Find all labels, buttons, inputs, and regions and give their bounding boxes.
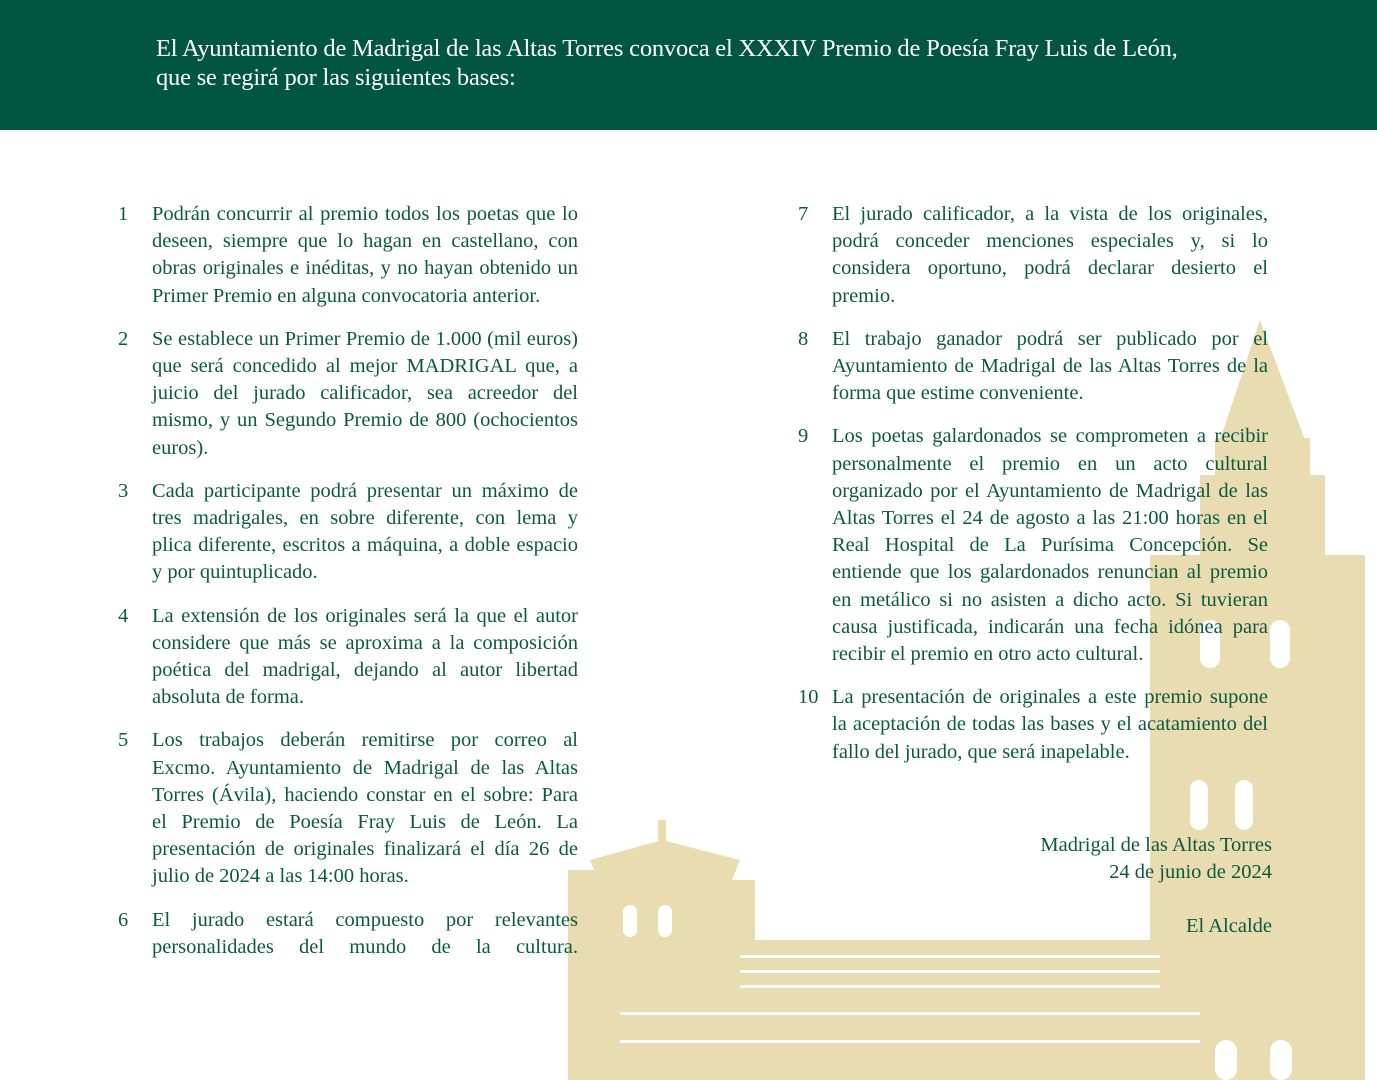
base-text: El trabajo ganador podrá ser publicado por el Ayuntamiento de Madrigal de las Altas Torres de la forma que estime conveniente. xyxy=(832,327,1268,405)
base-number: 7 xyxy=(798,203,809,225)
signature-block xyxy=(1040,832,1272,941)
base-text: La presentación de originales a este premio supone la aceptación de todas las bases y el acatamiento del fallo del jurado, que será inapelable. xyxy=(832,686,1268,763)
base-text: El jurado calificador, a la vista de los originales, podrá conceder menciones especiales y, si lo considera oportuno, podrá declarar desierto el premio. xyxy=(832,203,1268,307)
base-number: 5 xyxy=(118,729,129,752)
base-item-1 xyxy=(118,201,578,310)
base-number: 1 xyxy=(118,203,129,225)
base-item-8 xyxy=(798,326,1268,408)
base-text: Podrán concurrir al premio todos los poetas que lo deseen, siempre que lo hagan en castellano, con obras originales e inéditas, y no hayan obtenido un Primer Premio en alguna convocatoria anterior. xyxy=(152,203,578,307)
bases-left-column xyxy=(118,201,578,977)
base-number: 4 xyxy=(118,604,129,627)
base-number: 9 xyxy=(798,425,809,448)
base-item-10 xyxy=(798,684,1268,766)
signature-date: 24 de junio de 2024 xyxy=(1109,861,1272,884)
base-number: 2 xyxy=(118,327,129,350)
base-text: El jurado estará compuesto por relevantes personalidades del mundo de la cultura. xyxy=(152,908,578,958)
header-banner xyxy=(0,0,1377,130)
base-item-7 xyxy=(798,201,1268,310)
base-number: 3 xyxy=(118,479,129,502)
signature-place: Madrigal de las Altas Torres xyxy=(1040,834,1272,856)
base-text: Se establece un Primer Premio de 1.000 (mil euros) que será concedido al mejor MADRIGAL que, a juicio del jurado calificador, sea acreedor del mismo, y un Segundo Premio de 800 (ochocientos euros). xyxy=(152,327,578,459)
base-number: 10 xyxy=(798,686,819,709)
base-item-3 xyxy=(118,478,578,587)
base-number: 6 xyxy=(118,908,129,931)
base-text: La extensión de los originales será la que el autor considere que más se aproxima a la composición poética del madrigal, dejando al autor libertad absoluta de forma. xyxy=(152,604,578,709)
base-item-6 xyxy=(118,907,578,961)
base-item-5 xyxy=(118,727,578,890)
base-item-4 xyxy=(118,603,578,712)
base-item-9 xyxy=(798,423,1268,668)
signature-signer: El Alcalde xyxy=(1186,915,1272,938)
base-text: Los trabajos deberán remitirse por correo al Excmo. Ayuntamiento de Madrigal de las Altas Torres (Ávila), haciendo constar en el sobre: Para el Premio de Poesía Fray Luis de León. La presentación de originales finalizará el día 26 de julio de 2024 a las 14:00 horas. xyxy=(152,729,578,888)
base-text: Los poetas galardonados se comprometen a recibir personalmente el premio en un acto cultural organizado por el Ayuntamiento de Madrigal de las Altas Torres el 24 de agosto a las 21:00 horas en el Real Hospital de La Purísima Concepción. Se entiende que los galardonados renuncian al premio en metálico si no asisten a dicho acto. Si tuvieran causa justificada, indicarán una fecha idónea para recibir el premio en otro acto cultural. xyxy=(832,425,1268,666)
bases-right-column xyxy=(798,201,1268,782)
header-line-2: que se regirá por las siguientes bases: xyxy=(156,64,516,91)
base-number: 8 xyxy=(798,327,809,350)
header-line-1: El Ayuntamiento de Madrigal de las Altas Torres convoca el XXXIV Premio de Poesía Fray Luis de León, xyxy=(156,35,1178,62)
base-text: Cada participante podrá presentar un máximo de tres madrigales, en sobre diferente, con lema y plica diferente, escritos a máquina, a doble espacio y por quintuplicado. xyxy=(152,479,578,584)
base-item-2 xyxy=(118,326,578,462)
